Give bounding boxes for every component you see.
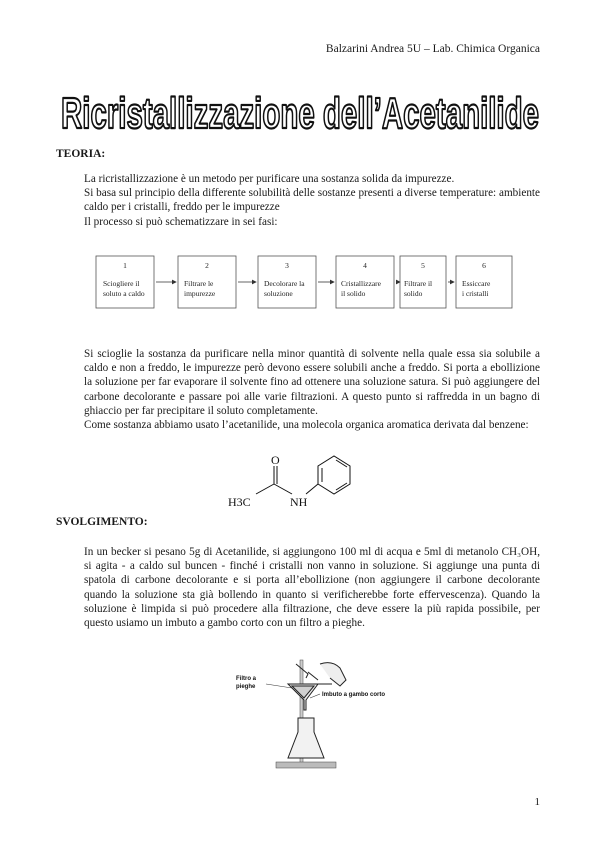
document-title-text: Ricristallizzazione dell’Acetanilide: [61, 89, 539, 138]
oxygen-label: O: [271, 454, 280, 467]
svolgimento-body: [84, 545, 540, 630]
svolgimento-heading: SVOLGIMENTO:: [56, 516, 148, 528]
teoria-heading: TEORIA:: [56, 148, 106, 160]
step-line2-1: soluto a caldo: [103, 289, 145, 298]
step-line2-6: i cristalli: [462, 289, 489, 298]
page-number: 1: [534, 796, 540, 808]
teoria-body: [84, 347, 540, 432]
acetanilide-structure: [226, 454, 374, 518]
process-flow-diagram: [94, 252, 514, 312]
step-num-1: 1: [123, 261, 127, 270]
step-line1-3: Decolorare la: [264, 279, 305, 288]
teoria-p3: Il processo si può schematizzare in sei fasi:: [84, 215, 278, 228]
step-line1-1: Sciogliere il: [103, 279, 140, 288]
step-line1-5: Filtrare il: [404, 279, 433, 288]
teoria-p4: Si scioglie la sostanza da purificare nella minor quantità di solvente nella quale essa sia solubile a caldo e non a freddo, le impurezze però devono essere solubili anche a freddo. Si porta a ebollizione la soluzione per far evaporare il solvente fino ad ottenere una soluzione satura. Si può aggiungere del carbone decolorante e passare poi alle varie filtrazioni. A questo punto si raffredda in un bagno di ghiaccio per far precipitare il soluto completamente.: [84, 348, 540, 417]
step-line2-5: solido: [404, 289, 423, 298]
teoria-intro: [84, 172, 540, 229]
header-author-line: Balzarini Andrea 5U – Lab. Chimica Organica: [325, 43, 540, 55]
step-line1-2: Filtrare le: [184, 279, 214, 288]
figure-label-funnel: Imbuto a gambo corto: [322, 692, 385, 698]
teoria-p5: Come sostanza abbiamo usato l’acetanilide, una molecola organica aromatica derivata dal benzene:: [84, 419, 529, 432]
document-title: [56, 82, 544, 140]
step-num-5: 5: [421, 261, 425, 270]
step-num-6: 6: [482, 261, 486, 270]
step-line2-2: impurezze: [184, 289, 216, 298]
figure-label-filter-1: Filtro a: [236, 676, 257, 682]
methyl-label: H3C: [228, 495, 251, 509]
amine-label: NH: [290, 495, 308, 509]
step-line1-4: Cristallizzare: [341, 279, 381, 288]
step-num-4: 4: [363, 261, 367, 270]
step-line2-4: il solido: [341, 289, 366, 298]
teoria-p1: La ricristallizzazione è un metodo per purificare una sostanza solida da impurezze.: [84, 173, 455, 185]
figure-label-filter-2: pieghe: [236, 684, 256, 690]
step-num-3: 3: [285, 261, 289, 270]
step-line2-3: soluzione: [264, 289, 293, 298]
teoria-p2: Si basa sul principio della differente solubilità delle sostanze presenti a diverse temperature: ambiente caldo per i cristalli, freddo per le impurezze: [84, 187, 540, 214]
step-num-2: 2: [205, 261, 209, 270]
step-line1-6: Essiccare: [462, 279, 491, 288]
filtration-apparatus-figure: [236, 658, 396, 770]
svolgimento-p1: In un becker si pesano 5g di Acetanilide, si aggiungono 100 ml di acqua e 5ml di metanolo CH₃OH, si agita - a caldo sul buncen - finché i cristalli non vanno in soluzione. Si aggiunge una punta di spatola di carbone decolorante e si porta all’ebollizione (non aggiungere il carbone decolorante quando la soluzione sta già bollendo in quanto si verificherebbe forte effervescenza). Quando la soluzione è limpida si può procedere alla filtrazione, che deve essere la più rapida possibile, per questo usiamo un imbuto a gambo corto con un filtro a pieghe.: [84, 546, 540, 630]
